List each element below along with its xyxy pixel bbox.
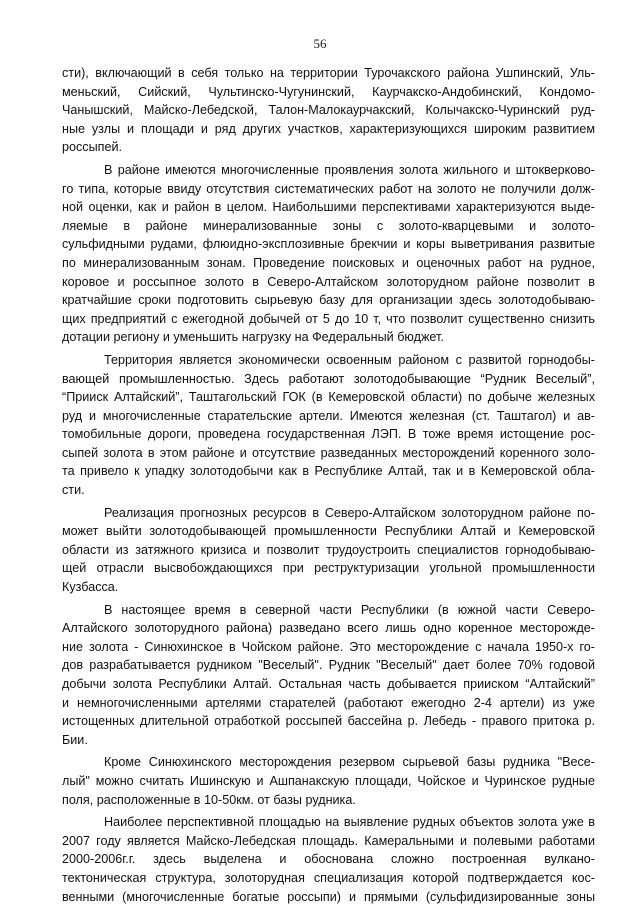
text-line: по минерализованным зонам. Проведение поисковых и оценочных работ на рудное, — [62, 255, 595, 270]
text-line: может выйти золотодобывающей промышленности Республики Алтай и Кемеровской — [62, 524, 595, 539]
text-line: вающей промышленностью. Здесь работают золотодобывающие “Рудник Веселый”, — [62, 371, 595, 386]
text-line: ние золота - Синюхинское в Чойском районе. Это месторождение с начала 1950-х го- — [62, 639, 595, 654]
text-line: “Прииск Алтайский”, Таштагольский ГОК (в Кемеровской области) по добыче железных — [62, 390, 595, 405]
text-line: меньский, Сийский, Чультинско-Чугунинский, Каурчакско-Андобинский, Кондомо- — [62, 84, 595, 99]
text-line: поля, расположенные в 10-50км. от базы рудника. — [62, 792, 356, 807]
text-line: и немногочисленными артелями старателей (работают ежегодно 2-4 артели) из уже — [62, 695, 595, 710]
text-line: Алтайского золоторудного района) разведано всего лишь одно коренное месторожде- — [62, 621, 595, 636]
text-line: сти. — [62, 483, 85, 498]
text-line: кратчайшие сроки подготовить сырьевую базу для организации здесь золотодобываю- — [62, 293, 595, 308]
text-line: ляемые в районе минерализованные зоны с золото-кварцевыми и золото- — [62, 218, 595, 233]
text-line: ные узлы и площади и ряд других участков, характеризующихся широким развитием — [62, 121, 595, 136]
document-body — [62, 64, 595, 906]
text-line: Бии. — [62, 732, 88, 747]
text-line: истощенных длительной отработкой россыпей бассейна р. Лебедь - правого притока р. — [62, 714, 595, 729]
text-line: Чанышский, Майско-Лебедской, Талон-Малокаурчакский, Колычакско-Чуринский руд- — [62, 103, 595, 118]
paragraph — [62, 64, 595, 157]
text-line: сульфидными рудами, флюидно-эксплозивные брекчии и коры выветривания развитые — [62, 237, 595, 252]
text-line: добычи золота Республики Алтай. Остальная часть добывается прииском “Алтайский” — [62, 677, 595, 691]
text-line: 2000-2006г.г. здесь выделена и обоснована сложно построенная вулкано- — [62, 852, 595, 867]
text-line: В настоящее время в северной части Республики (в южной части Северо- — [104, 602, 595, 617]
text-line: щей отрасли высвобождающихся при реструктуризации угольной промышленности — [62, 561, 595, 576]
text-line: В районе имеются многочисленные проявления золота жильного и штокверково- — [104, 162, 595, 177]
text-line: Наиболее перспективной площадью на выявление рудных объектов золота уже в — [104, 815, 595, 830]
paragraph — [62, 601, 595, 750]
text-line: дотации региону и уменьшить нагрузку на Федеральный бюджет. — [62, 330, 444, 345]
page-number: 56 — [313, 36, 327, 51]
text-line: 2007 году является Майско-Лебедская площадь. Камеральными и полевыми работами — [62, 833, 595, 848]
text-line: ной оценки, как и район в целом. Наибольшими перспективами характеризуются выде- — [62, 200, 595, 215]
text-line: сыпей золота в этом районе и отсутствие разведанных месторождений коренного золо- — [62, 445, 595, 460]
text-line: сти), включающий в себя только на территории Турочакского района Ушпинский, Уль- — [62, 66, 595, 80]
text-line: россыпей. — [62, 140, 123, 155]
text-line: щих предприятий с ежегодной добычей от 5 до 10 т, что позволит существенно снизить — [62, 311, 595, 326]
text-line: Территория является экономически освоенным районом с развитой горнодобы- — [104, 352, 595, 367]
text-line: тектоническая структура, золоторудная специализация которой подтверждается кос- — [62, 870, 595, 885]
text-line: лый" можно считать Ишинскую и Ашпанакскую площади, Чойское и Чуринское рудные — [62, 773, 595, 788]
paragraph — [62, 351, 595, 500]
text-line: Кроме Синюхинского месторождения резервом сырьевой базы рудника "Весе- — [104, 755, 595, 770]
text-line: та привело к упадку золотодобычи как в Республике Алтай, так и в Кемеровской обла- — [62, 464, 595, 479]
text-line: томобильные дороги, проведена государственная ЛЭП. В тоже время истощение рос- — [62, 427, 595, 442]
text-line: венными (многочисленные богатые россыпи) и прямыми (сульфидизированные зоны — [62, 889, 595, 904]
paragraph — [62, 753, 595, 809]
paragraph — [62, 161, 595, 347]
text-line: го типа, которые ввиду отсутствия систематических работ на золото не получили долж- — [62, 181, 595, 196]
text-line: Кузбасса. — [62, 580, 119, 595]
text-line: области из затяжного кризиса и позволит трудоустроить специалистов горнодобываю- — [62, 542, 595, 557]
paragraph — [62, 813, 595, 906]
text-line: руд и многочисленные старательские артели. Имеются железная (ст. Таштагол) и ав- — [62, 408, 595, 423]
paragraph — [62, 504, 595, 597]
text-line: коровое и россыпное золото в Северо-Алтайском золоторудном районе позволит в — [62, 274, 595, 289]
text-line: дов разрабатывается рудником "Веселый". Рудник "Веселый" дает более 70% годовой — [62, 658, 595, 673]
text-line: Реализация прогнозных ресурсов в Северо-Алтайском золоторудном районе по- — [104, 505, 595, 520]
